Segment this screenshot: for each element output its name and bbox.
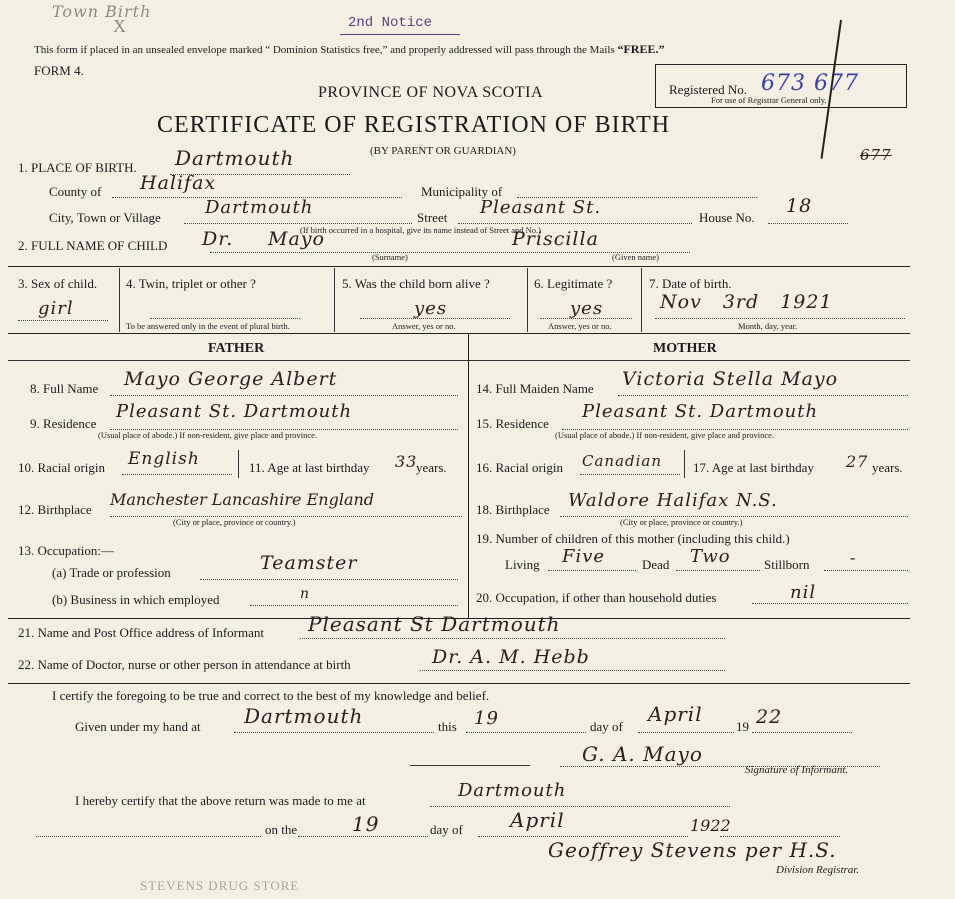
father-birthplace-label: 12. Birthplace xyxy=(18,502,92,517)
trade-label: (a) Trade or profession xyxy=(52,565,171,580)
father-birthplace-note: (City or place, province or country.) xyxy=(173,517,296,527)
registrar-signature: Geoffrey Stevens per H.S. xyxy=(548,838,837,862)
surname-note: (Surname) xyxy=(372,252,408,262)
sex-value: girl xyxy=(38,298,74,319)
mother-residence-note: (Usual place of abode.) If non-resident, give place and province. xyxy=(555,430,775,440)
notice-stamp: 2nd Notice xyxy=(348,15,433,31)
street-value: Pleasant St. xyxy=(480,197,602,218)
mother-racial-value: Canadian xyxy=(582,452,663,470)
children-label: 19. Number of children of this mother (including this child.) xyxy=(476,531,790,546)
on-year: 1922 xyxy=(690,816,731,835)
municipality-label: Municipality of xyxy=(421,184,503,199)
father-residence-note: (Usual place of abode.) If non-resident, give place and province. xyxy=(98,430,318,440)
on-the-label: on the xyxy=(265,822,298,837)
child-surname: Mayo xyxy=(268,228,325,250)
city-value: Dartmouth xyxy=(205,197,314,218)
doctor-label: 22. Name of Doctor, nurse or other person in attendance at birth xyxy=(18,657,351,672)
business-value: n xyxy=(300,586,311,602)
father-age-value: 33 xyxy=(395,452,418,471)
county-value: Halifax xyxy=(140,172,217,194)
occupation-label: 13. Occupation:— xyxy=(18,543,115,558)
informant-value: Pleasant St Dartmouth xyxy=(308,612,561,636)
legitimate-value: yes xyxy=(570,298,604,319)
father-name-label: 8. Full Name xyxy=(30,381,99,396)
given-place: Dartmouth xyxy=(244,704,364,728)
informant-label: 21. Name and Post Office address of Informant xyxy=(18,625,264,640)
city-label: City, Town or Village xyxy=(49,210,161,225)
father-residence-value: Pleasant St. Dartmouth xyxy=(116,401,353,422)
province-heading: PROVINCE OF NOVA SCOTIA xyxy=(318,84,544,101)
mother-name-value: Victoria Stella Mayo xyxy=(622,368,839,390)
mother-occupation-label: 20. Occupation, if other than household duties xyxy=(476,590,717,605)
registrar-label: Division Registrar. xyxy=(776,864,860,876)
trade-value: Teamster xyxy=(260,552,358,574)
twin-note: To be answered only in the event of plural birth. xyxy=(126,321,290,331)
mother-heading: MOTHER xyxy=(653,341,717,356)
mother-age-value: 27 xyxy=(846,452,869,471)
county-label: County of xyxy=(49,184,102,199)
mother-birthplace-label: 18. Birthplace xyxy=(476,502,550,517)
father-age-unit: years. xyxy=(416,460,447,475)
twin-label: 4. Twin, triplet or other ? xyxy=(126,276,256,291)
certify-statement: I certify the foregoing to be true and correct to the best of my knowledge and belief. xyxy=(52,688,490,703)
father-name-value: Mayo George Albert xyxy=(124,368,338,390)
born-alive-label: 5. Was the child born alive ? xyxy=(342,276,490,291)
sex-label: 3. Sex of child. xyxy=(18,276,98,291)
dead-label: Dead xyxy=(642,557,670,572)
child-name-prefix: Dr. xyxy=(202,228,234,250)
father-racial-value: English xyxy=(128,449,200,469)
certificate-title: CERTIFICATE OF REGISTRATION OF BIRTH xyxy=(157,112,671,138)
given-year: 22 xyxy=(756,706,783,728)
corner-pencil-note: Town Birth xyxy=(52,2,152,21)
certify2-place: Dartmouth xyxy=(458,780,567,801)
given-note: (Given name) xyxy=(612,252,659,262)
father-birthplace-value: Manchester Lancashire England xyxy=(110,490,375,509)
doctor-value: Dr. A. M. Hebb xyxy=(432,646,590,668)
given-day: 19 xyxy=(474,708,499,729)
dead-value: Two xyxy=(690,546,731,567)
registered-value: 673 677 xyxy=(761,71,859,96)
certify2-statement: I hereby certify that the above return was made to me at xyxy=(75,793,366,808)
business-label: (b) Business in which employed xyxy=(52,592,220,607)
child-name-label: 2. FULL NAME OF CHILD xyxy=(18,238,168,253)
father-racial-label: 10. Racial origin xyxy=(18,460,106,475)
dob-value: Nov 3rd 1921 xyxy=(660,291,833,313)
on-day-of: day of xyxy=(430,822,463,837)
living-value: Five xyxy=(562,546,606,567)
corner-pencil-mark: X xyxy=(113,16,126,36)
legitimate-note: Answer, yes or no. xyxy=(548,321,612,331)
child-given-name: Priscilla xyxy=(512,228,599,250)
street-label: Street xyxy=(417,210,448,225)
mother-name-label: 14. Full Maiden Name xyxy=(476,381,594,396)
legitimate-label: 6. Legitimate ? xyxy=(534,276,613,291)
dob-note: Month, day, year. xyxy=(738,321,798,331)
place-of-birth-value: Dartmouth xyxy=(175,146,295,170)
mother-birthplace-note: (City or place, province or country.) xyxy=(620,517,743,527)
mother-age-unit: years. xyxy=(872,460,903,475)
born-alive-note: Answer, yes or no. xyxy=(392,321,456,331)
father-age-label: 11. Age at last birthday xyxy=(249,460,370,475)
mother-residence-label: 15. Residence xyxy=(476,416,549,431)
mother-occupation-value: nil xyxy=(790,582,817,603)
stillborn-value: - xyxy=(850,548,857,567)
hospital-note: (If birth occurred in a hospital, give its name instead of Street and No.) xyxy=(300,225,541,235)
form-number: FORM 4. xyxy=(34,63,84,78)
father-heading: FATHER xyxy=(208,341,265,356)
mother-birthplace-value: Waldore Halifax N.S. xyxy=(568,490,778,511)
place-of-birth-label: 1. PLACE OF BIRTH. xyxy=(18,160,137,175)
given-month: April xyxy=(648,702,703,726)
given-label: Given under my hand at xyxy=(75,719,201,734)
registered-note: For use of Registrar General only. xyxy=(711,95,827,105)
mother-age-label: 17. Age at last birthday xyxy=(693,460,814,475)
by-parent-note: (BY PARENT OR GUARDIAN) xyxy=(370,145,516,157)
mail-notice: This form if placed in an unsealed envelope marked “ Dominion Statistics free,” and properly addressed will pass through the Mails “FREE.” xyxy=(34,42,665,56)
on-month: April xyxy=(510,808,565,832)
registered-label: Registered No. xyxy=(669,82,747,97)
house-label: House No. xyxy=(699,210,755,225)
given-this: this xyxy=(438,719,457,734)
mother-residence-value: Pleasant St. Dartmouth xyxy=(582,401,819,422)
registered-box xyxy=(655,64,907,108)
given-year-prefix: 19 xyxy=(736,719,749,734)
father-residence-label: 9. Residence xyxy=(30,416,97,431)
mother-racial-label: 16. Racial origin xyxy=(476,460,564,475)
living-label: Living xyxy=(505,557,540,572)
informant-signature-label: Signature of Informant. xyxy=(745,764,849,776)
on-day: 19 xyxy=(352,812,380,836)
store-stamp: STEVENS DRUG STORE xyxy=(140,878,300,893)
dob-label: 7. Date of birth. xyxy=(649,276,732,291)
born-alive-value: yes xyxy=(414,298,448,319)
house-value: 18 xyxy=(786,195,813,217)
informant-signature: G. A. Mayo xyxy=(582,742,703,766)
struck-number: 677 xyxy=(860,146,892,164)
stillborn-label: Stillborn xyxy=(764,557,810,572)
given-day-of: day of xyxy=(590,719,623,734)
